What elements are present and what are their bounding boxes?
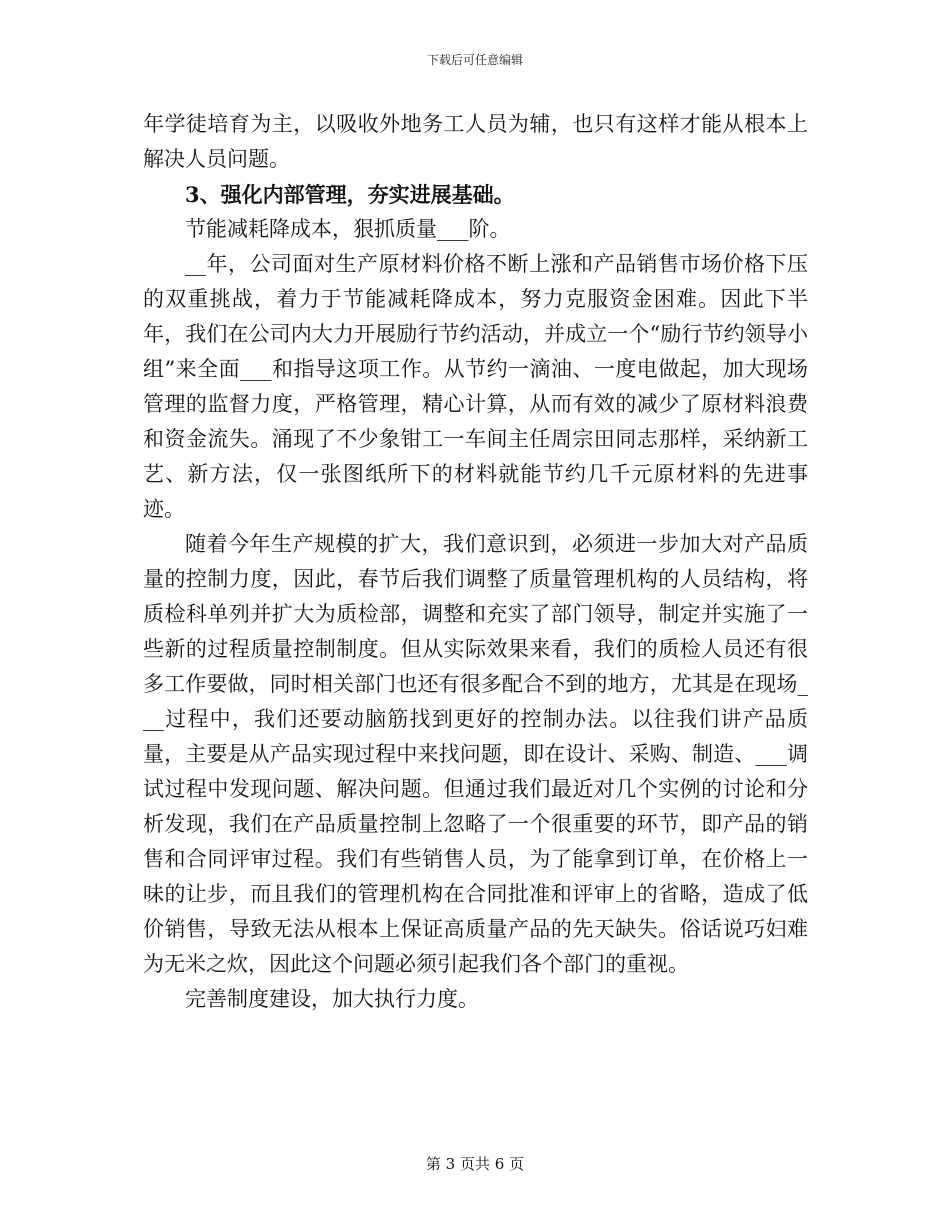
subheading-system-building: 完善制度建设，加大执行力度。 <box>185 987 479 1011</box>
paragraph-cost-reduction: __年，公司面对生产原材料价格不断上涨和产品销售市场价格下压的双重挑战，着力于节能减耗降成本，努力克服资金困难。因此下半年，我们在公司内大力开展励行节约活动，并成立一个“励行节约领导小组”来全面___和指导这项工作。从节约一滴油、一度电做起，加大现场管理的监督力度，严格管理，精心计算，从而有效的减少了原材料浪费和资金流失。涌现了不少象钳工一车间主任周宗田同志那样，采纳新工艺、新方法，仅一张图纸所下的材料就能节约几千元原材料的先进事迹。 <box>143 252 808 521</box>
page-header: 下载后可任意编辑 <box>426 53 523 67</box>
paragraph-continuation: 年学徒培育为主，以吸收外地务工人员为辅，也只有这样才能从根本上解决人员问题。 <box>143 112 808 171</box>
section-heading: 3、强化内部管理，夯实进展基础。 <box>185 182 515 207</box>
document-body <box>143 107 808 1017</box>
paragraph-quality-control: 随着今年生产规模的扩大，我们意识到，必须进一步加大对产品质量的控制力度，因此，春节后我们调整了质量管理机构的人员结构，将质检科单列并扩大为质检部，调整和充实了部门领导，制定并实施了一些新的过程质量控制制度。但从实际效果来看，我们的质检人员还有很多工作要做，同时相关部门也还有很多配合不到的地方，尤其是在现场___过程中，我们还要动脑筋找到更好的控制办法。以往我们讲产品质量，主要是从产品实现过程中来找问题，即在设计、采购、制造、___调试过程中发现问题、解决问题。但通过我们最近对几个实例的讨论和分析发现，我们在产品质量控制上忽略了一个很重要的环节，即产品的销售和合同评审过程。我们有些销售人员，为了能拿到订单，在价格上一味的让步，而且我们的管理机构在合同批准和评审上的省略，造成了低价销售，导致无法从根本上保证高质量产品的先天缺失。俗话说巧妇难为无米之炊，因此这个问题必须引起我们各个部门的重视。 <box>143 532 808 976</box>
page-footer: 第 3 页共 6 页 <box>425 1155 525 1173</box>
subheading-energy-saving: 节能减耗降成本，狠抓质量___阶。 <box>185 217 511 241</box>
